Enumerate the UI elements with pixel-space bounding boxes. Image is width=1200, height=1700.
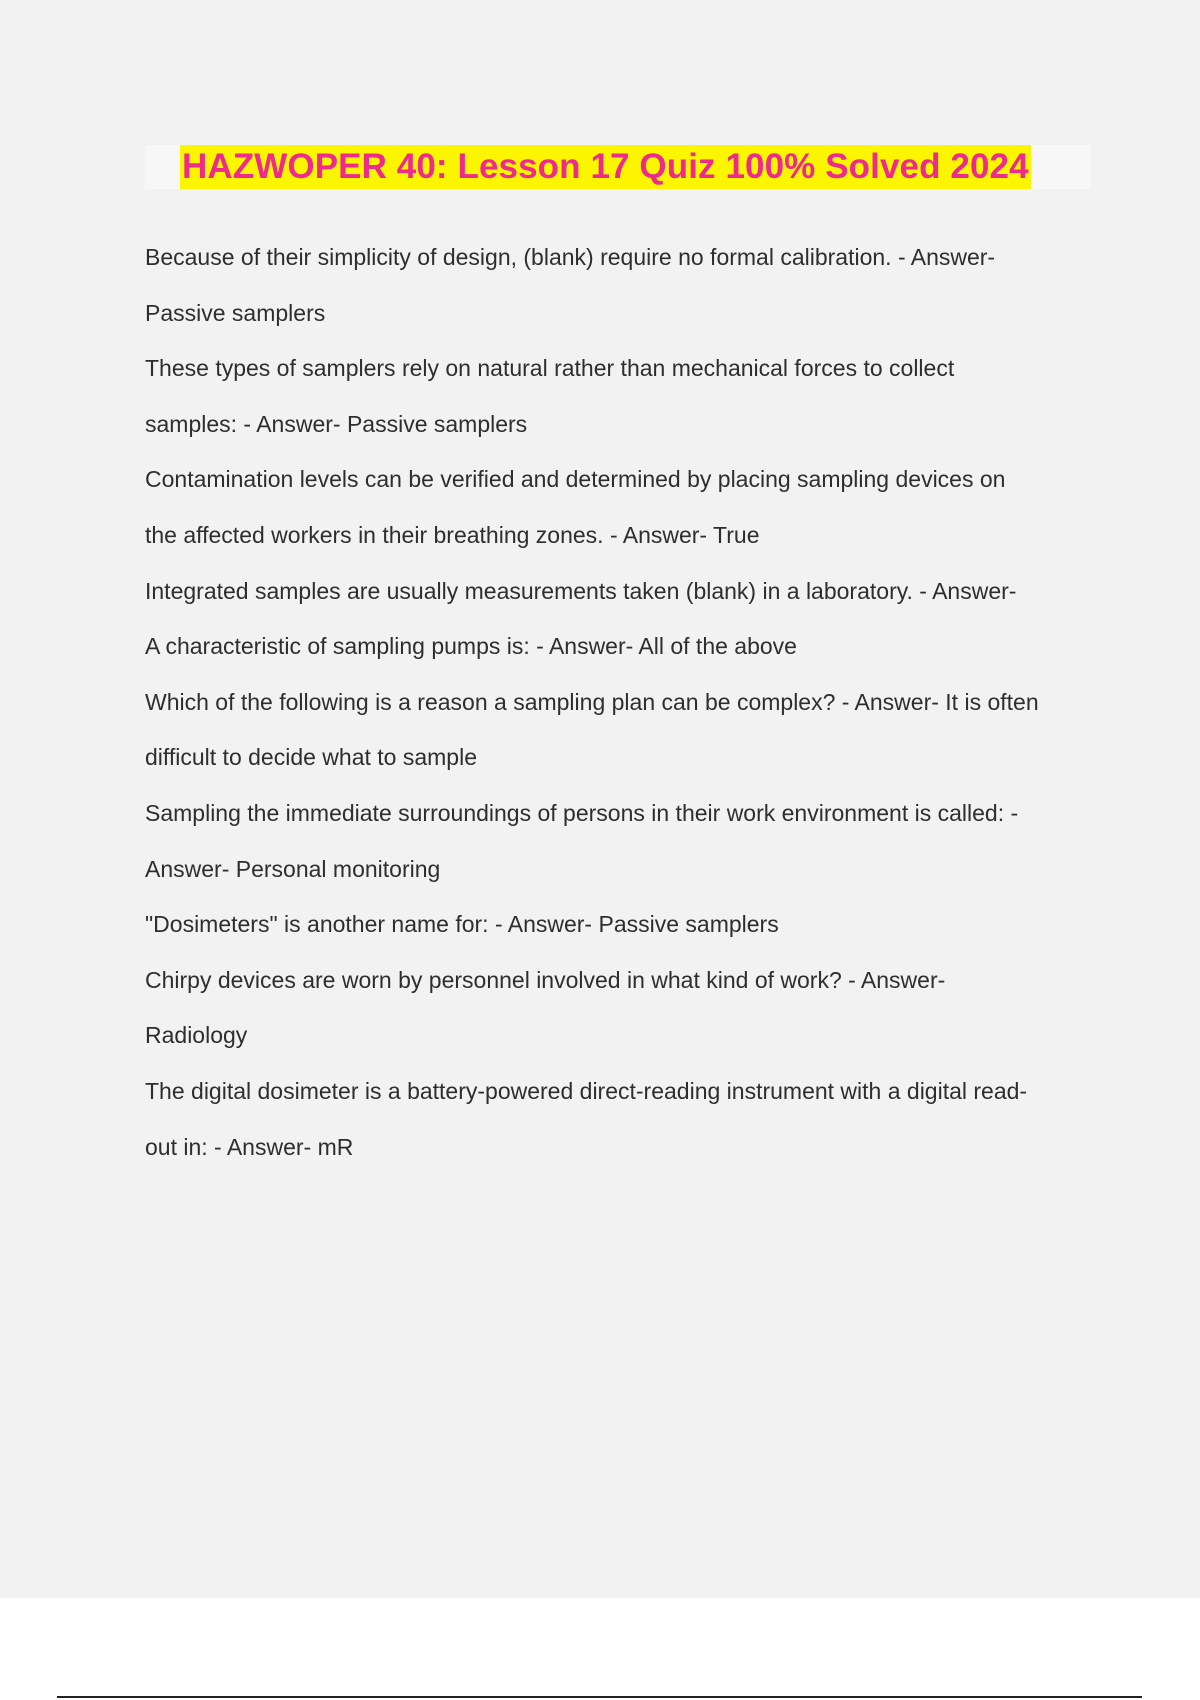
qa-line: "Dosimeters" is another name for: - Answer- Passive samplers	[145, 911, 779, 938]
qa-line: Because of their simplicity of design, (blank) require no formal calibration. - Answer-	[145, 244, 996, 270]
qa-line: The digital dosimeter is a battery-powered direct-reading instrument with a digital read-	[145, 1077, 1028, 1104]
qa-line: Which of the following is a reason a sampling plan can be complex? - Answer- It is often	[145, 688, 1039, 715]
qa-line: A characteristic of sampling pumps is: - Answer- All of the above	[145, 633, 797, 660]
qa-line: Integrated samples are usually measurements taken (blank) in a laboratory. - Answer-	[145, 577, 1017, 604]
qa-line: difficult to decide what to sample	[145, 744, 477, 771]
qa-line: the affected workers in their breathing zones. - Answer- True	[145, 521, 760, 548]
qa-line: samples: - Answer- Passive samplers	[145, 410, 528, 437]
document-title: HAZWOPER 40: Lesson 17 Quiz 100% Solved 2024	[180, 145, 1031, 189]
qa-line: Chirpy devices are worn by personnel involved in what kind of work? - Answer-	[145, 966, 946, 993]
qa-line: out in: - Answer- mR	[145, 1133, 354, 1160]
qa-list	[145, 230, 1095, 1175]
qa-line: Radiology	[145, 1022, 248, 1049]
qa-line: Contamination levels can be verified and determined by placing sampling devices on	[145, 466, 1006, 493]
qa-line: Sampling the immediate surroundings of persons in their work environment is called: -	[145, 799, 1019, 826]
qa-line: Passive samplers	[145, 299, 326, 326]
footer-divider	[57, 1696, 1142, 1698]
qa-line: Answer- Personal monitoring	[145, 855, 441, 882]
qa-line: These types of samplers rely on natural rather than mechanical forces to collect	[145, 355, 955, 382]
